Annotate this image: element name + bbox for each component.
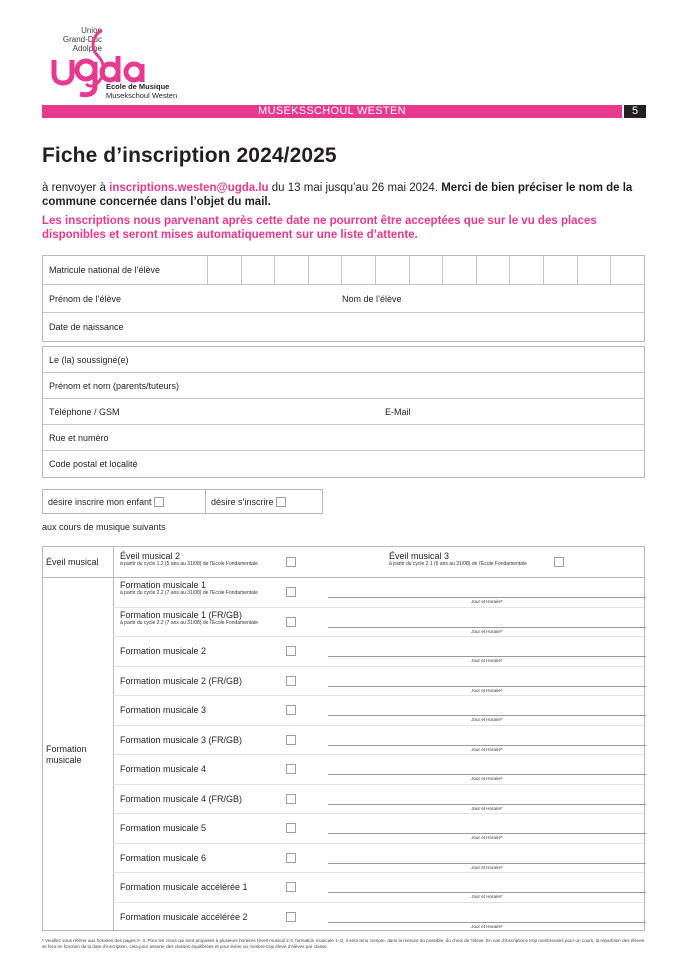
choice-child-checkbox[interactable] (154, 497, 164, 507)
undersigned-label: Le (la) soussigné(e) (49, 354, 129, 365)
matricule-cells[interactable] (207, 256, 644, 284)
course-checkbox[interactable] (286, 587, 296, 597)
intro-paragraph (42, 181, 648, 209)
matricule-cell[interactable] (241, 256, 275, 284)
course-note: à partir du cycle 2.2 (7 ans au 31/08) de l’Ecole Fondamentale (120, 619, 258, 626)
course-checkbox[interactable] (286, 735, 296, 745)
group-label-formation: Formation musicale (46, 744, 87, 765)
logo-school-line1: Ecole de Musique (106, 82, 170, 91)
course-name: Formation musicale 3 (120, 705, 207, 715)
schedule-input-line[interactable] (328, 686, 646, 687)
matricule-cell[interactable] (476, 256, 510, 284)
course-name: Formation musicale accélérée 2 (120, 911, 248, 922)
choice-child-label: désire inscrire mon enfant (48, 497, 152, 507)
course-name: Formation musicale 6 (120, 852, 207, 863)
group-label-eveil: Éveil musical (46, 557, 99, 567)
schedule-caption: Jour et Horaire* (471, 599, 503, 604)
course-formation-8 (120, 794, 270, 804)
email-link[interactable]: inscriptions.westen@ugda.lu (109, 182, 269, 194)
course-checkbox[interactable] (286, 617, 296, 627)
course-name: Éveil musical 2 (120, 551, 181, 561)
logo-union-line: Grand-Duc (62, 35, 102, 44)
course-formation-12 (120, 912, 270, 922)
schedule-caption: Jour et Horaire* (471, 628, 503, 634)
parent-name-label: Prénom et nom (parents/tuteurs) (49, 380, 180, 391)
matricule-cell[interactable] (341, 256, 375, 284)
schedule-caption: Jour et Horaire* (471, 835, 503, 840)
course-name: Formation musicale 2 (120, 646, 207, 656)
courses-table (42, 546, 645, 931)
registration-choice (42, 489, 323, 514)
header-band (42, 105, 622, 118)
schedule-input-line[interactable] (328, 863, 646, 864)
schedule-caption: Jour et Horaire* (471, 746, 503, 752)
header-band-title: MUSEKSSCHOUL WESTEN (258, 105, 406, 117)
course-name: Formation musicale 3 (FR/GB) (120, 734, 243, 745)
course-checkbox[interactable] (286, 912, 296, 922)
course-note: à partir du cycle 2.2 (7 ans au 31/08) de l’Ecole Fondamentale (120, 590, 258, 596)
schedule-caption: Jour et Horaire* (471, 776, 503, 781)
matricule-cell[interactable] (308, 256, 342, 284)
course-formation-9 (120, 823, 270, 833)
course-formation-4 (120, 676, 270, 686)
course-note: à partir du cycle 2.1 (6 ans au 31/08) de l’Ecole Fondamentale (389, 561, 527, 567)
matricule-cell[interactable] (610, 256, 644, 284)
logo-school-text (106, 82, 177, 100)
logo-union-line: Union (81, 26, 102, 35)
street-row[interactable] (43, 425, 644, 451)
birthdate-row[interactable] (43, 313, 644, 341)
row-separator (113, 636, 644, 637)
firstname-label: Prénom de l’élève (49, 293, 122, 304)
row-separator (113, 784, 644, 785)
matricule-cell[interactable] (577, 256, 611, 284)
matricule-row (43, 256, 644, 285)
course-note: à partir du cycle 1.2 (5 ans au 31/08) de l’Ecole Fondamentale (120, 561, 258, 567)
student-info-box (42, 255, 645, 342)
ugda-logo (40, 24, 210, 104)
course-checkbox[interactable] (286, 882, 296, 892)
choice-self-checkbox[interactable] (276, 497, 286, 507)
course-checkbox[interactable] (286, 676, 296, 686)
schedule-input-line[interactable] (328, 804, 646, 805)
schedule-input-line[interactable] (328, 922, 646, 923)
schedule-input-line[interactable] (328, 715, 646, 716)
row-separator (113, 666, 644, 667)
parent-name-row[interactable] (43, 373, 644, 399)
group-separator (43, 577, 644, 578)
row-separator (113, 607, 644, 608)
course-checkbox[interactable] (286, 646, 296, 656)
street-label: Rue et numéro (49, 432, 109, 443)
course-checkbox[interactable] (286, 794, 296, 804)
course-formation-3 (120, 646, 270, 656)
course-name: Formation musicale 4 (FR/GB) (120, 793, 243, 804)
intro-dates: du 13 mai jusqu’au 26 mai 2024. (268, 182, 442, 194)
row-separator (113, 872, 644, 873)
course-formation-10 (120, 853, 270, 863)
matricule-label: Matricule national de l’élève (49, 265, 161, 275)
schedule-input-line[interactable] (328, 745, 646, 746)
course-formation-11 (120, 882, 270, 892)
intro-bold-note: Merci de bien préciser le nom de la commune concernée dans l’objet du mail. (42, 182, 633, 208)
row-separator (113, 813, 644, 814)
schedule-input-line[interactable] (328, 627, 646, 628)
matricule-cell[interactable] (543, 256, 577, 284)
choice-self (211, 497, 286, 507)
course-name: Formation musicale 5 (120, 823, 207, 833)
choice-divider (205, 490, 206, 513)
course-checkbox[interactable] (286, 853, 296, 863)
matricule-cell[interactable] (207, 256, 241, 284)
lastname-label: Nom de l’élève (342, 293, 402, 304)
course-name: Formation musicale 1 (FR/GB) (120, 609, 243, 620)
matricule-cell[interactable] (375, 256, 409, 284)
course-checkbox-eveil-2[interactable] (286, 557, 296, 567)
schedule-input-line[interactable] (328, 833, 646, 834)
course-formation-1 (120, 580, 270, 596)
course-name: Formation musicale 4 (120, 764, 207, 774)
schedule-caption: Jour et Horaire* (471, 658, 503, 663)
row-separator (113, 695, 644, 696)
schedule-input-line[interactable] (328, 597, 646, 598)
row-separator (113, 902, 644, 903)
course-checkbox-eveil-3[interactable] (554, 557, 564, 567)
course-name: Formation musicale 1 (120, 580, 207, 590)
course-name: Éveil musical 3 (389, 551, 450, 561)
schedule-caption: Jour et Horaire* (471, 687, 503, 693)
course-checkbox[interactable] (286, 705, 296, 715)
schedule-caption: Jour et Horaire* (471, 805, 503, 811)
choice-self-label: désire s’inscrire (211, 497, 274, 507)
contact-row[interactable] (43, 399, 644, 425)
row-separator (113, 843, 644, 844)
row-separator (113, 725, 644, 726)
postal-label: Code postal et localité (49, 459, 138, 469)
page-title: Fiche d’inscription 2024/2025 (42, 144, 337, 167)
course-eveil-3 (389, 551, 539, 567)
matricule-cell[interactable] (409, 256, 443, 284)
schedule-caption: Jour et Horaire* (471, 717, 503, 722)
name-row[interactable] (43, 285, 644, 313)
logo-union-line: Adolphe (72, 44, 102, 53)
late-registration-warning: Les inscriptions nous parvenant après cette date ne pourront être acceptées que sur le vu des places disponibles et seront mises automatiquement sur une liste d’attente. (42, 215, 597, 241)
schedule-caption: Jour et Horaire* (471, 923, 503, 929)
page-number: 5 (624, 105, 646, 118)
undersigned-row[interactable] (43, 347, 644, 373)
course-formation-6 (120, 735, 270, 745)
course-name: Formation musicale 2 (FR/GB) (120, 675, 243, 686)
course-formation-7 (120, 764, 270, 774)
postal-row[interactable] (43, 451, 644, 477)
parent-info-box (42, 346, 645, 478)
course-eveil-2 (120, 551, 290, 567)
matricule-cell[interactable] (274, 256, 308, 284)
row-separator (113, 754, 644, 755)
course-checkbox[interactable] (286, 823, 296, 833)
footnote: * Veuillez vous référer aux horaires des pages 2- 3. Pour les cours qui sont proposés à plusieurs horaires (éveil musical 2-3, formation musicale 1-4), il sera tenu compte, dans la mesure du possible, du choix de l’élève. En cas d’inscriptions trop nombreuses pour un cours, la répartition des élèves se fera en fonction de la date d’inscription, cela pour assurer des classes équilibrées et pour éviter un nombre trop élevé d’élèves par classe. (42, 938, 645, 949)
course-name: Formation musicale accélérée 1 (120, 882, 248, 892)
course-checkbox[interactable] (286, 764, 296, 774)
matricule-cell[interactable] (442, 256, 476, 284)
course-formation-5 (120, 705, 270, 715)
email-label: E-Mail (385, 406, 411, 417)
schedule-input-line[interactable] (328, 656, 646, 657)
schedule-caption: Jour et Horaire* (471, 894, 503, 899)
matricule-cell[interactable] (509, 256, 543, 284)
schedule-input-line[interactable] (328, 892, 646, 893)
phone-label: Téléphone / GSM (49, 406, 120, 417)
course-formation-2 (120, 610, 270, 626)
birthdate-label: Date de naissance (49, 322, 124, 332)
intro-prefix: à renvoyer à (42, 182, 110, 194)
choice-child (48, 497, 164, 507)
logo-school-line2: Musekschoul Westen (106, 91, 178, 100)
schedule-input-line[interactable] (328, 774, 646, 775)
schedule-caption: Jour et Horaire* (471, 864, 503, 870)
courses-intro: aux cours de musique suivants (42, 522, 166, 532)
